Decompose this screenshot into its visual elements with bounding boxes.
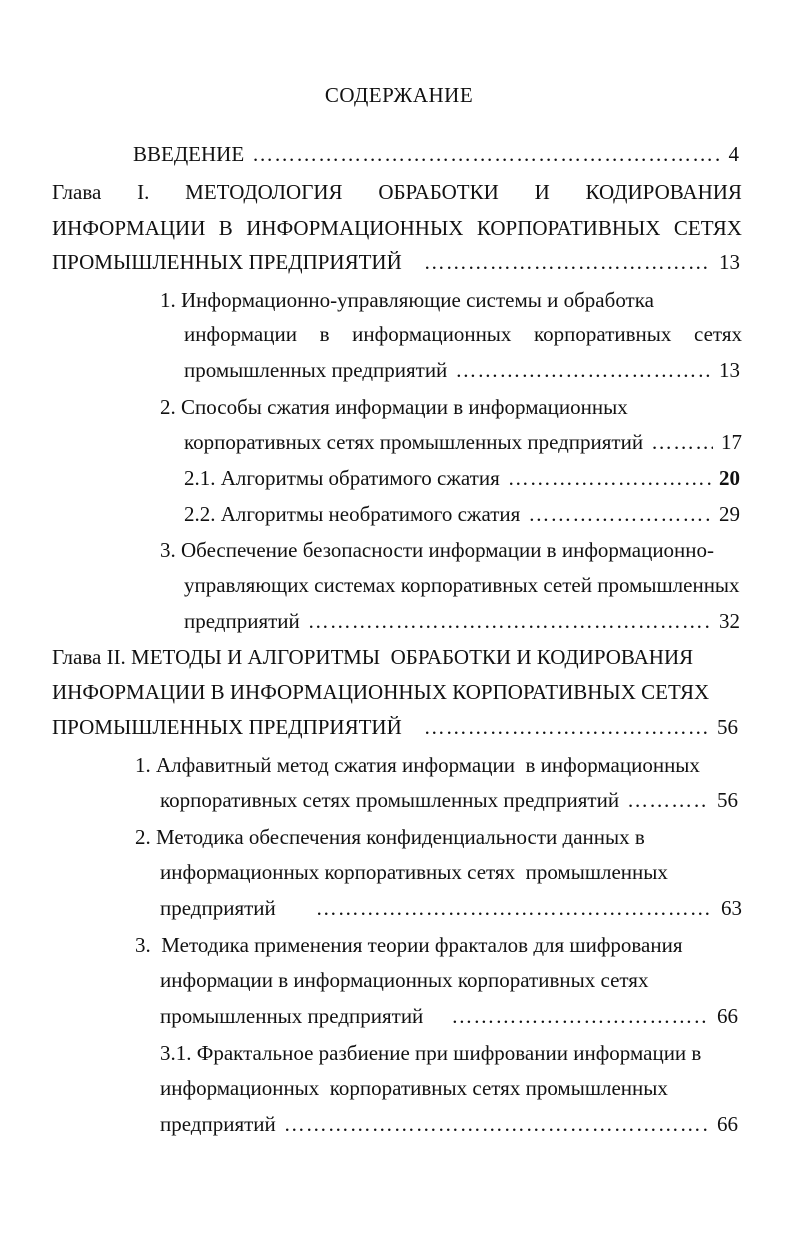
toc-entry-2-1-line1: 1. Алфавитный метод сжатия информации в информационных bbox=[135, 753, 700, 777]
page-title: СОДЕРЖАНИЕ bbox=[324, 83, 474, 107]
leader-dots bbox=[252, 142, 720, 166]
toc-entry-1-1-line2: информации в информационных корпоративных сетях bbox=[184, 322, 742, 346]
toc-entry-1-2-2: 2.2. Алгоритмы необратимого сжатия ……………………………………………………………………………………………………………………………………………………………… 29 bbox=[184, 502, 740, 526]
toc-entry-1-3-line2: управляющих системах корпоративных сетей промышленных bbox=[184, 573, 740, 597]
toc-entry-2-3-line1: 3. Методика применения теории фракталов для шифрования bbox=[135, 933, 683, 957]
toc-entry-1-2-line1: 2. Способы сжатия информации в информационных bbox=[160, 395, 628, 419]
page-number: 32 bbox=[719, 609, 740, 633]
toc-entry-2-3-1-line1: 3.1. Фрактальное разбиение при шифровании информации в bbox=[160, 1041, 702, 1065]
page-number: 66 bbox=[717, 1004, 738, 1028]
toc-entry-1-2-1: 2.1. Алгоритмы обратимого сжатия ……………………………………………………………………………………………………………………………………………………………… 20 bbox=[184, 466, 740, 490]
page-number: 66 bbox=[717, 1112, 738, 1136]
toc-entry-1-3: предприятий ……………………………………………………………………………………………………………………………………………………………… 32 bbox=[184, 609, 740, 633]
toc-entry-1-2: корпоративных сетях промышленных предприятий ……………………………………………………………………………………………………………………………………………………………… 17 bbox=[184, 430, 742, 454]
page-number: 63 bbox=[721, 896, 742, 920]
toc-entry-1-1: промышленных предприятий ……………………………………………………………………………………………………………………………………………………………… 13 bbox=[184, 358, 740, 382]
page-number: 17 bbox=[721, 430, 742, 454]
toc-entry-intro bbox=[133, 142, 739, 166]
page-number: 13 bbox=[719, 358, 740, 382]
chapter1-line2: ИНФОРМАЦИИ В ИНФОРМАЦИОННЫХ КОРПОРАТИВНЫХ СЕТЯХ bbox=[52, 216, 742, 240]
chapter2-line2: ИНФОРМАЦИИ В ИНФОРМАЦИОННЫХ КОРПОРАТИВНЫХ СЕТЯХ bbox=[52, 680, 710, 704]
page-number: 13 bbox=[719, 250, 740, 274]
toc-entry-2-2: предприятий ……………………………………………………………………………………………………………………………………………………………… 63 bbox=[160, 896, 742, 920]
toc-entry-2-3-1: предприятий ……………………………………………………………………………………………………………………………………………………………… 66 bbox=[160, 1112, 738, 1136]
leader-dots bbox=[424, 250, 711, 274]
leader-dots bbox=[424, 715, 709, 739]
toc-entry-2-3-1-line2: информационных корпоративных сетях промышленных bbox=[160, 1076, 668, 1100]
leader-dots bbox=[627, 788, 709, 812]
page-number: 29 bbox=[719, 502, 740, 526]
toc-entry-2-3: промышленных предприятий ……………………………………………………………………………………………………………………………………………………………… 66 bbox=[160, 1004, 738, 1028]
toc-entry-1-1-line1: 1. Информационно-управляющие системы и обработка bbox=[160, 288, 654, 312]
page-number: 56 bbox=[717, 788, 738, 812]
chapter1-line1: Глава I. МЕТОДОЛОГИЯ ОБРАБОТКИ И КОДИРОВАНИЯ bbox=[52, 180, 742, 204]
leader-dots bbox=[451, 1004, 709, 1028]
page-number: 4 bbox=[728, 142, 739, 166]
chapter2-line1: Глава II. МЕТОДЫ И АЛГОРИТМЫ ОБРАБОТКИ И КОДИРОВАНИЯ bbox=[52, 645, 694, 669]
toc-entry-chapter1: ПРОМЫШЛЕННЫХ ПРЕДПРИЯТИЙ ……………………………………………………………………………………………………………………………………………………………… 13 bbox=[52, 250, 740, 274]
leader-dots bbox=[651, 430, 713, 454]
leader-dots bbox=[508, 466, 711, 490]
toc-entry-2-2-line2: информационных корпоративных сетях промышленных bbox=[160, 860, 668, 884]
toc-entry-label: ВВЕДЕНИЕ bbox=[133, 142, 245, 166]
leader-dots bbox=[455, 358, 711, 382]
toc-entry-chapter2: ПРОМЫШЛЕННЫХ ПРЕДПРИЯТИЙ ……………………………………………………………………………………………………………………………………………………………… 56 bbox=[52, 715, 738, 739]
toc-entry-2-3-line2: информации в информационных корпоративных сетях bbox=[160, 968, 649, 992]
leader-dots bbox=[528, 502, 711, 526]
page-number: 20 bbox=[719, 466, 740, 490]
leader-dots bbox=[308, 609, 711, 633]
leader-dots bbox=[284, 1112, 709, 1136]
toc-entry-2-2-line1: 2. Методика обеспечения конфиденциальности данных в bbox=[135, 825, 645, 849]
page-number: 56 bbox=[717, 715, 738, 739]
leader-dots bbox=[316, 896, 713, 920]
toc-entry-2-1: корпоративных сетях промышленных предприятий ……………………………………………………………………………………………………………………………………………………………… 56 bbox=[160, 788, 738, 812]
toc-entry-1-3-line1: 3. Обеспечение безопасности информации в информационно- bbox=[160, 538, 715, 562]
